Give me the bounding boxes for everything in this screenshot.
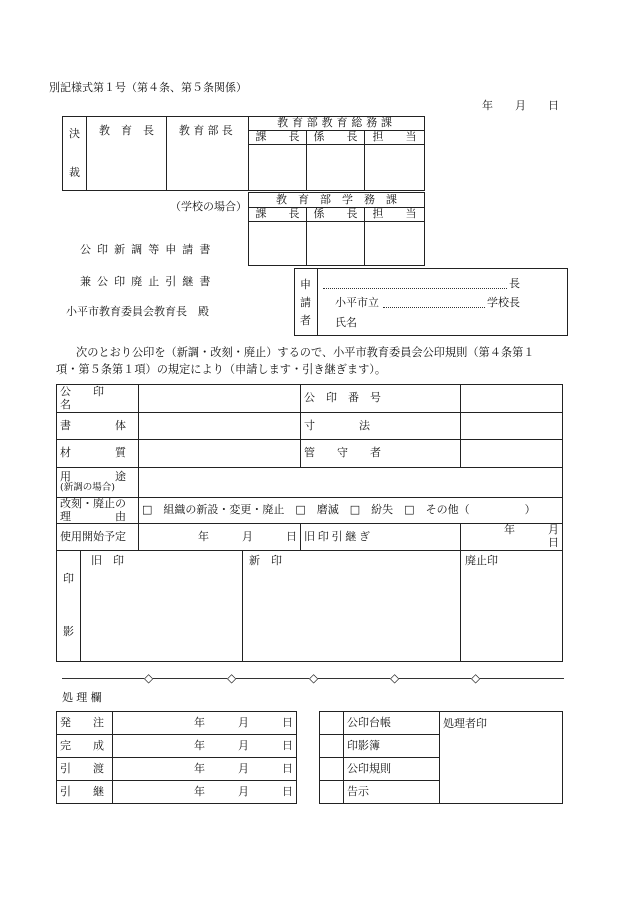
kachou-stamp[interactable] <box>249 145 307 191</box>
applicant-row2-suffix: 学校長 <box>487 296 520 309</box>
purpose-note: (新調の場合) <box>60 482 115 494</box>
size-label: 寸 法 <box>301 413 461 440</box>
font-label: 書 体 <box>57 413 139 440</box>
old-seal-impression[interactable] <box>81 550 243 661</box>
processing-dates-table <box>56 711 297 804</box>
applicant-org-field[interactable] <box>323 277 507 289</box>
reason-options[interactable]: □ 組織の新設・変更・廃止 □ 磨滅 □ 紛失 □ その他（ ） <box>139 498 563 524</box>
approval-table <box>62 116 425 191</box>
proc-label-order: 発 注 <box>57 712 113 735</box>
seal-name-field[interactable] <box>139 385 301 413</box>
applicant-school-field[interactable] <box>383 296 485 308</box>
applicant-box <box>294 268 568 336</box>
kachou-label-school: 課 長 <box>249 208 307 222</box>
tantou-stamp-school[interactable] <box>365 222 425 266</box>
applicant-label-1: 申 <box>300 278 311 291</box>
kakarichou-label-school: 係 長 <box>307 208 365 222</box>
proc-label-complete: 完 成 <box>57 735 113 758</box>
start-date-value[interactable]: 年 月 日 <box>139 524 301 550</box>
book-label-3: 公印規則 <box>344 758 440 781</box>
proc-date-complete[interactable]: 年 月 日 <box>113 735 297 758</box>
applicant-row1-suffix: 長 <box>509 277 520 290</box>
reason-label-2: 理 由 <box>60 509 126 523</box>
material-label: 材 質 <box>57 440 139 468</box>
proc-label-transfer: 引 継 <box>57 781 113 804</box>
proc-label-deliver: 引 渡 <box>57 758 113 781</box>
inshou-label-2: 影 <box>63 624 74 638</box>
abolished-seal-impression[interactable] <box>461 550 563 661</box>
old-seal-label: 旧 印 <box>91 553 124 567</box>
purpose-label: 用 途 <box>60 469 126 483</box>
doc-title-line1: 公印新調等申請書 <box>80 243 217 256</box>
divider-diamond-2: ◇ <box>227 671 237 685</box>
kakarichou-stamp-school[interactable] <box>307 222 365 266</box>
new-seal-label: 新 印 <box>249 553 282 567</box>
old-seal-transfer-date[interactable]: 年 月 日 <box>461 524 563 550</box>
kachou-label: 課 長 <box>249 131 307 145</box>
inshou-label-1: 印 <box>63 571 74 585</box>
applicant-row2-prefix: 小平市立 <box>335 296 379 309</box>
abolished-seal-label: 廃止印 <box>465 553 498 567</box>
divider-diamond-5: ◇ <box>471 671 481 685</box>
book-check-2[interactable] <box>320 735 344 758</box>
kakarichou-label: 係 長 <box>307 131 365 145</box>
material-field[interactable] <box>139 440 301 468</box>
processor-seal-label: 処理者印 <box>443 717 487 730</box>
book-label-4: 告示 <box>344 781 440 804</box>
book-check-3[interactable] <box>320 758 344 781</box>
book-label-1: 公印台帳 <box>344 712 440 735</box>
font-field[interactable] <box>139 413 301 440</box>
processing-books-table <box>319 711 563 804</box>
book-label-2: 印影簿 <box>344 735 440 758</box>
kyouikuchou-label: 教 育 長 <box>99 124 154 137</box>
reason-label-1: 改刻・廃止の <box>60 497 126 510</box>
tantou-label: 担 当 <box>365 131 425 145</box>
kyouikubuchou-label: 教育部長 <box>178 124 237 137</box>
purpose-field[interactable] <box>139 468 563 498</box>
seal-number-field[interactable] <box>461 385 563 413</box>
processing-title: 処理欄 <box>62 691 105 704</box>
proc-date-transfer[interactable]: 年 月 日 <box>113 781 297 804</box>
intro-line1: 次のとおり公印を（新調・改刻・廃止）するので、小平市教育委員会公印規則（第４条第１ <box>76 346 535 359</box>
kessai-label-1: 決 <box>69 126 80 140</box>
intro-line2: 項・第５条第１項）の規定により（申請します・引き継ぎます）。 <box>56 363 387 376</box>
form-number: 別記様式第１号（第４条、第５条関係） <box>49 81 247 94</box>
size-field[interactable] <box>461 413 563 440</box>
applicant-label-3: 者 <box>300 314 311 327</box>
main-table <box>56 384 592 662</box>
tantou-label-school: 担 当 <box>365 208 425 222</box>
processor-seal-cell[interactable] <box>440 712 563 804</box>
kakarichou-stamp[interactable] <box>307 145 365 191</box>
seal-number-label: 公 印 番 号 <box>301 385 461 413</box>
kachou-stamp-school[interactable] <box>249 222 307 266</box>
tantou-stamp[interactable] <box>365 145 425 191</box>
proc-date-order[interactable]: 年 月 日 <box>113 712 297 735</box>
applicant-name-label: 氏名 <box>335 316 357 329</box>
start-date-label: 使用開始予定 <box>57 524 139 550</box>
new-seal-impression[interactable] <box>243 550 461 661</box>
school-approval-table <box>248 192 425 266</box>
kyouikuchou-cell <box>87 117 167 191</box>
divider-diamond-3: ◇ <box>309 671 319 685</box>
book-check-4[interactable] <box>320 781 344 804</box>
custodian-field[interactable] <box>461 440 563 468</box>
kyouikubuchou-cell <box>167 117 249 191</box>
book-check-1[interactable] <box>320 712 344 735</box>
date-label: 年 月 日 <box>482 99 559 112</box>
proc-date-deliver[interactable]: 年 月 日 <box>113 758 297 781</box>
kessai-label-2: 裁 <box>69 165 80 179</box>
seal-name-label: 公 印 名 <box>57 385 139 413</box>
applicant-label-2: 請 <box>300 296 311 309</box>
custodian-label: 管 守 者 <box>301 440 461 468</box>
gakumuka-title: 教 育 部 学 務 課 <box>249 193 425 208</box>
old-seal-transfer-label: 旧印引継ぎ <box>301 524 461 550</box>
divider-diamond-1: ◇ <box>144 671 154 685</box>
school-note: （学校の場合） <box>170 200 247 213</box>
soumuka-title: 教育部教育総務課 <box>249 117 425 131</box>
addressee: 小平市教育委員会教育長 殿 <box>66 305 209 318</box>
divider-diamond-4: ◇ <box>390 671 400 685</box>
doc-title-line2: 兼公印廃止引継書 <box>80 275 217 288</box>
